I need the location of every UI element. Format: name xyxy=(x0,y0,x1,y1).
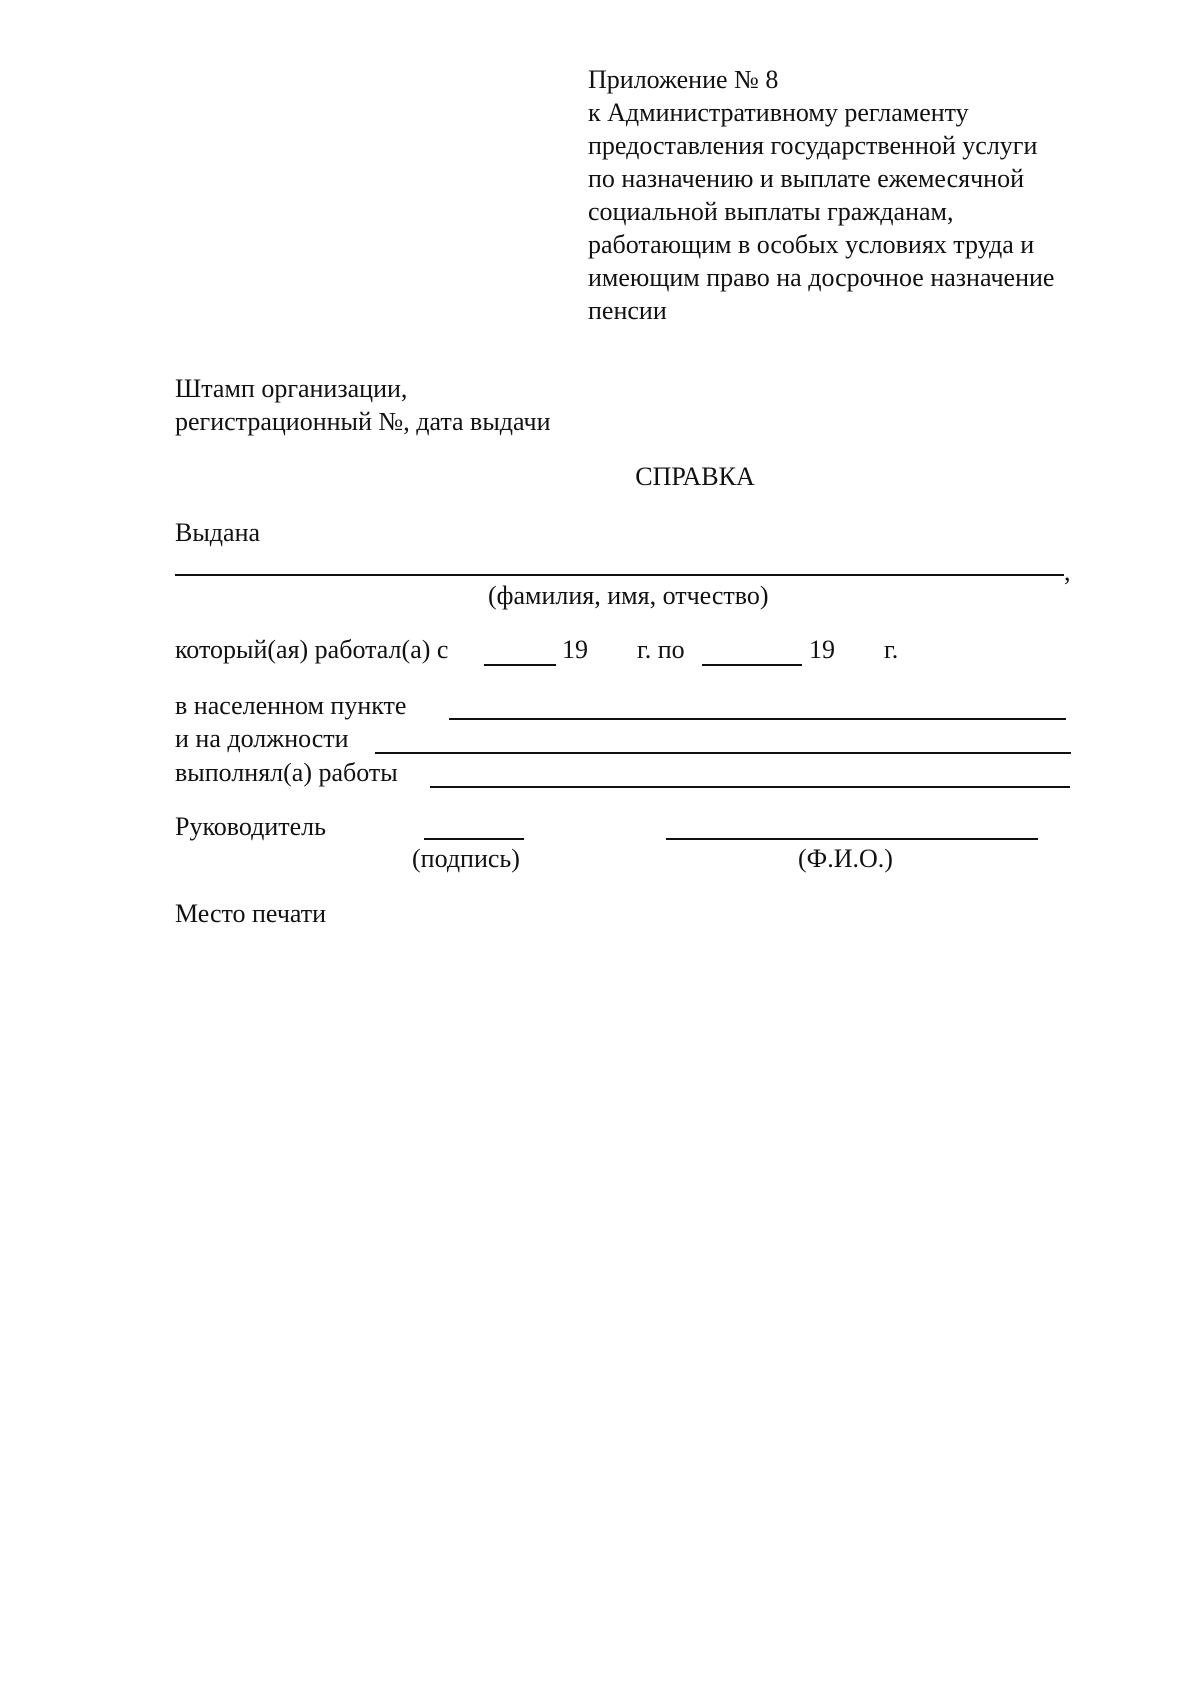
appendix-title: Приложение № 8 xyxy=(588,65,779,94)
position-label: и на должности xyxy=(175,724,349,753)
settlement-label: в населенном пункте xyxy=(175,691,407,720)
appendix-line: работающим в особых условиях труда и xyxy=(588,230,1035,259)
appendix-line: по назначению и выплате ежемесячной xyxy=(588,164,1024,193)
appendix-line: имеющим право на досрочное назначение xyxy=(588,263,1055,292)
head-label: Руководитель xyxy=(175,812,326,841)
appendix-line: пенсии xyxy=(588,296,667,325)
comma: , xyxy=(1064,557,1071,586)
full-name-line[interactable] xyxy=(175,574,1064,576)
settlement-line[interactable] xyxy=(449,718,1066,720)
appendix-line: социальной выплаты гражданам, xyxy=(588,197,954,226)
worked-from-label: который(ая) работал(а) с xyxy=(175,635,449,664)
start-year-prefix: 19 xyxy=(562,635,588,664)
issued-label: Выдана xyxy=(175,518,261,547)
end-year-prefix: 19 xyxy=(809,635,835,664)
work-label: выполнял(а) работы xyxy=(175,758,398,787)
full-name-caption: (фамилия, имя, отчество) xyxy=(488,581,769,610)
worked-to-label: г. по xyxy=(637,635,685,664)
position-line[interactable] xyxy=(375,752,1071,754)
stamp-label: Штамп организации, xyxy=(175,374,408,403)
head-name-caption: (Ф.И.О.) xyxy=(798,844,893,873)
year-suffix: г. xyxy=(884,635,899,664)
signature-caption: (подпись) xyxy=(412,844,520,873)
signature-line[interactable] xyxy=(424,838,524,840)
head-name-line[interactable] xyxy=(666,838,1038,840)
document-title: СПРАВКА xyxy=(635,462,755,491)
work-line[interactable] xyxy=(430,786,1070,788)
appendix-line: предоставления государственной услуги xyxy=(588,131,1038,160)
appendix-line: к Административному регламенту xyxy=(588,98,969,127)
registration-label: регистрационный №, дата выдачи xyxy=(175,407,551,436)
end-date-line[interactable] xyxy=(702,664,802,666)
seal-place-label: Место печати xyxy=(175,899,327,928)
start-date-line[interactable] xyxy=(484,664,556,666)
